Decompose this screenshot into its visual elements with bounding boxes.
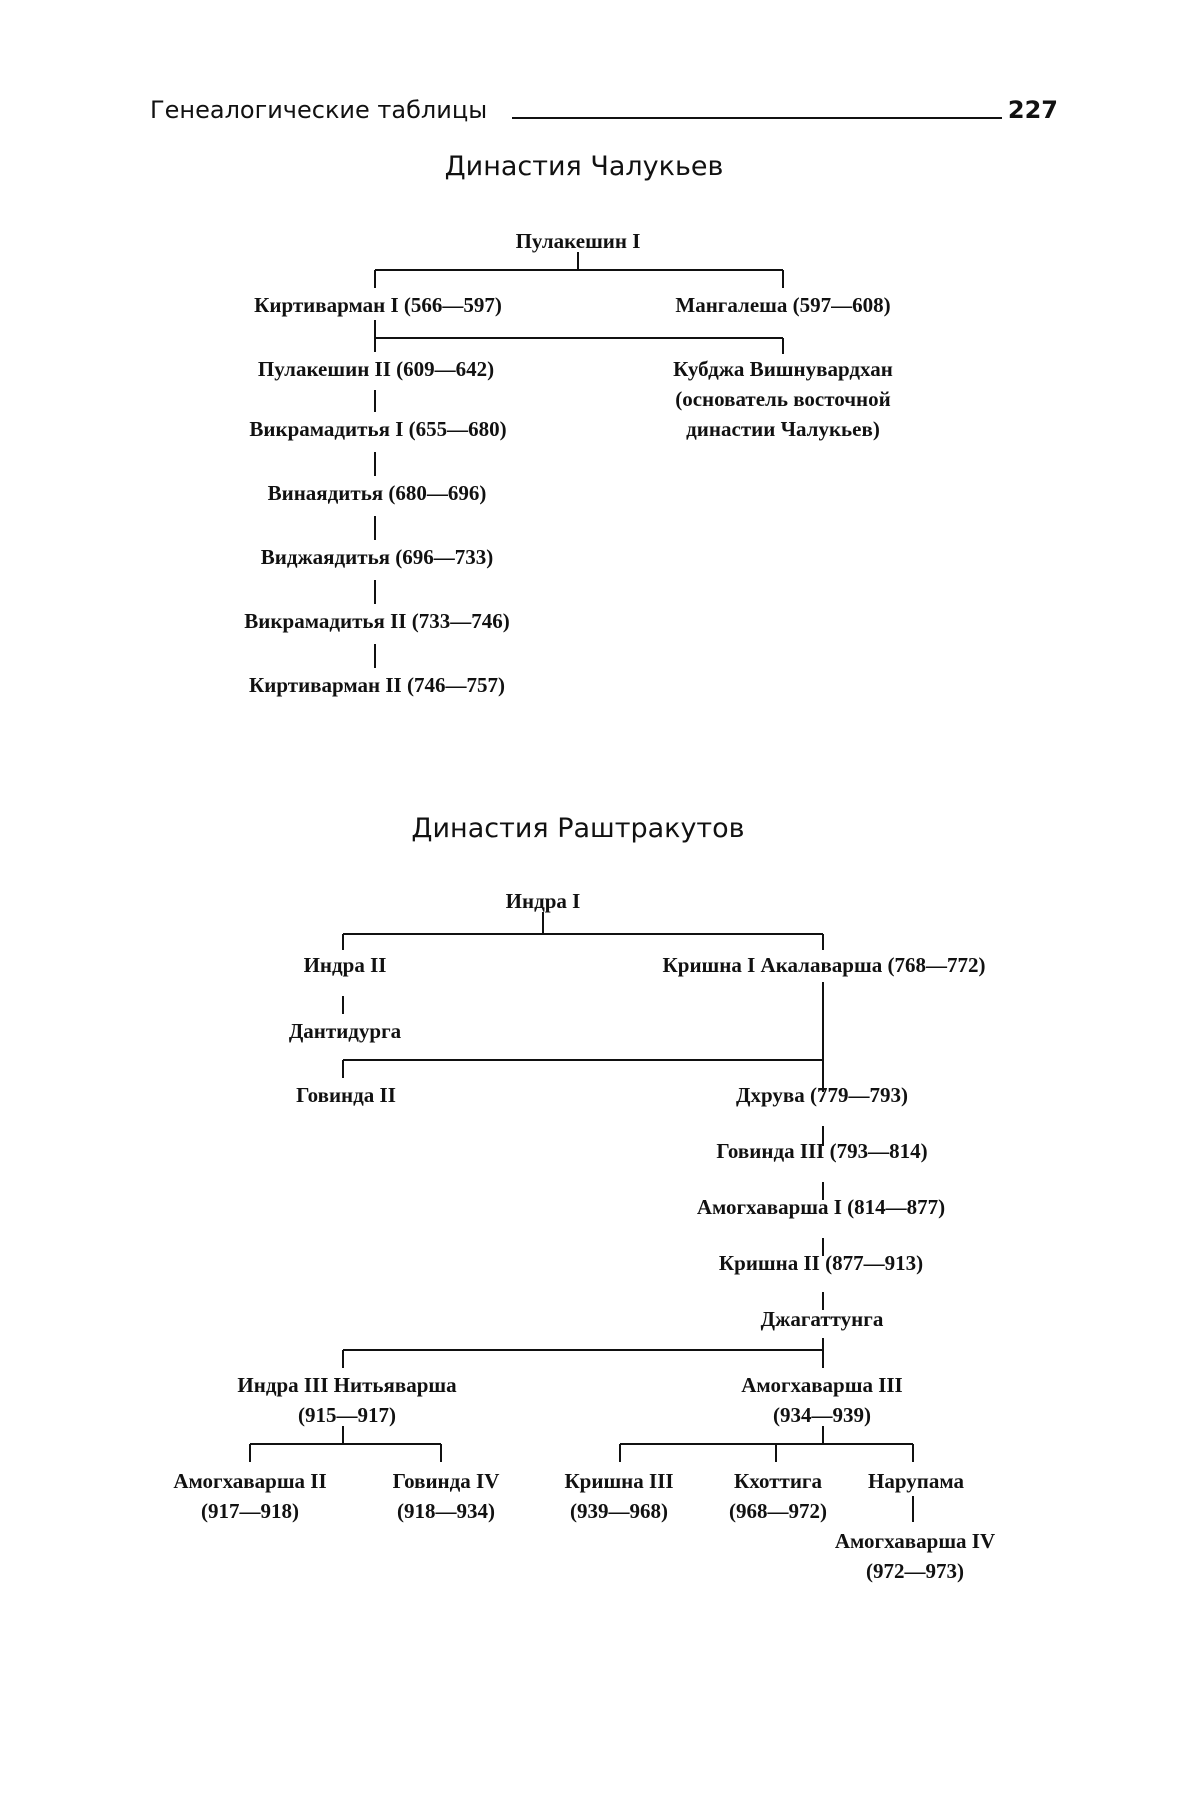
node-kubja-vishnuvardhana-line1: Кубджа Вишнувардхан (673, 357, 893, 381)
node-pulakeshin-2: Пулакешин II (609—642) (257, 357, 495, 381)
node-indra-3-line2: (915—917) (298, 1403, 396, 1427)
node-kirtivarman-1: Киртиварман I (566—597) (254, 293, 502, 317)
node-amoghavarsha-2-line1: Амогхаварша II (173, 1469, 327, 1493)
node-indra-1: Индра I (505, 889, 581, 913)
node-khottiga-line1: Кхоттига (734, 1469, 822, 1493)
node-amoghavarsha-2-line2: (917—918) (201, 1499, 299, 1523)
node-vikramaditya-1: Викрамадитья I (655—680) (249, 417, 507, 441)
running-header-title: Генеалогические таблицы (150, 96, 488, 124)
node-krishna-3-line1: Кришна III (564, 1469, 674, 1493)
node-govinda-4-line2: (918—934) (397, 1499, 495, 1523)
node-pulakeshin-1: Пулакешин I (515, 229, 641, 253)
node-dantidurga: Дантидурга (288, 1019, 402, 1043)
node-narupama: Нарупама (868, 1469, 964, 1493)
node-kubja-vishnuvardhana-line2: (основатель восточной (675, 387, 891, 411)
node-kubja-vishnuvardhana-line3: династии Чалукьев) (686, 417, 880, 441)
node-kirtivarman-2: Киртиварман II (746—757) (249, 673, 505, 697)
node-krishna-2: Кришна II (877—913) (718, 1251, 924, 1275)
node-amoghavarsha-4-line2: (972—973) (866, 1559, 964, 1583)
node-mangalesha: Мангалеша (597—608) (675, 293, 891, 317)
node-krishna-3-line2: (939—968) (570, 1499, 668, 1523)
node-amoghavarsha-1: Амогхаварша I (814—877) (696, 1195, 946, 1219)
node-krishna-1: Кришна I Акалаварша (768—772) (662, 953, 986, 977)
rashtrakuta-title: Династия Раштракутов (411, 813, 745, 844)
node-govinda-2: Говинда II (296, 1083, 396, 1107)
node-khottiga-line2: (968—972) (729, 1499, 827, 1523)
node-jagattunga: Джагаттунга (760, 1307, 884, 1331)
node-amoghavarsha-3-line1: Амогхаварша III (741, 1373, 903, 1397)
node-vinayaditya: Винаядитья (680—696) (267, 481, 487, 505)
node-dhruva: Дхрува (779—793) (736, 1083, 908, 1107)
node-amoghavarsha-3-line2: (934—939) (773, 1403, 871, 1427)
node-vikramaditya-2: Викрамадитья II (733—746) (244, 609, 510, 633)
node-govinda-3: Говинда III (793—814) (716, 1139, 928, 1163)
node-vijayaditya: Виджаядитья (696—733) (260, 545, 494, 569)
page-number: 227 (1007, 96, 1058, 124)
node-amoghavarsha-4-line1: Амогхаварша IV (834, 1529, 996, 1553)
node-indra-2: Индра II (303, 953, 387, 977)
chalukya-title: Династия Чалукьев (444, 151, 724, 182)
node-govinda-4-line1: Говинда IV (392, 1469, 500, 1493)
node-indra-3-line1: Индра III Нитьяварша (237, 1373, 457, 1397)
